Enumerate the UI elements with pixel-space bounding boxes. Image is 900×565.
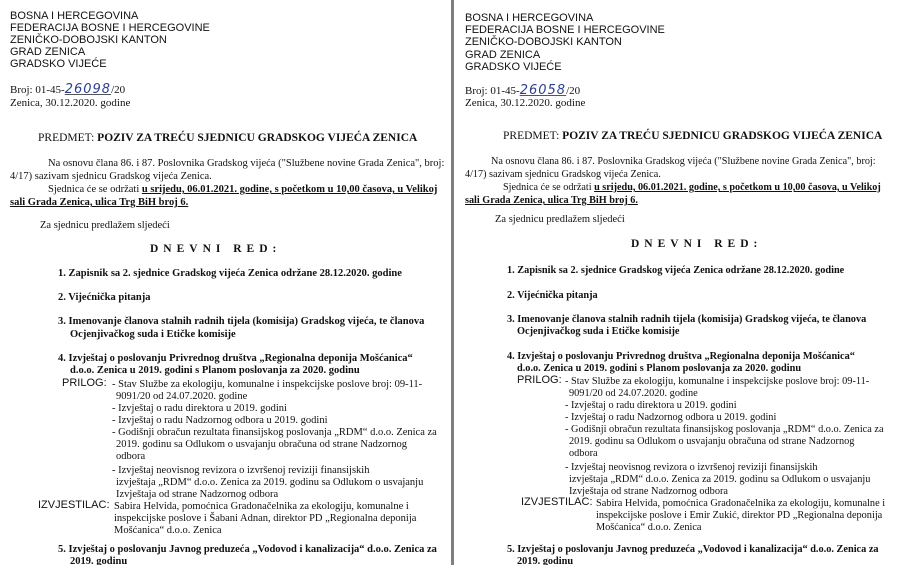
attachment-4-cont2: odbora: [116, 451, 146, 462]
attachment-3: - Izvještaj o radu Nadzornog odbora u 2019. godini: [565, 412, 777, 423]
document-right: [455, 0, 900, 565]
agenda-item-1: 1. Zapisnik sa 2. sjednice Gradskog vijeća Zenica održane 28.12.2020. godine: [58, 268, 402, 279]
attachment-1-cont: 9091/20 od 24.07.2020. godine: [569, 388, 698, 399]
attachment-2: - Izvještaj o radu direktora u 2019. godini: [565, 400, 737, 411]
agenda-heading: DNEVNI RED:: [150, 243, 282, 255]
agenda-item-5: 5. Izvještaj o poslovanju Javnog preduzeća „Vodovod i kanalizacija“ d.o.o. Zenica za: [58, 544, 437, 555]
rapporteur-line-1: Sabira Helvida, pomoćnica Gradonačelnika za ekologiju, komunalne i: [114, 501, 409, 512]
agenda-item-4-cont: d.o.o. Zenica u 2019. godini s Planom poslovanja za 2020. godinu: [70, 365, 360, 376]
header-line-1: BOSNA I HERCEGOVINA: [10, 10, 139, 22]
agenda-item-2: 2. Vijećnička pitanja: [507, 290, 598, 301]
handwritten-number: 26098: [64, 82, 112, 97]
agenda-item-3: 3. Imenovanje članova stalnih radnih tijela (komisija) Gradskog vijeća, te članova: [507, 314, 867, 325]
attachment-4-cont2: odbora: [569, 448, 598, 459]
agenda-item-1: 1. Zapisnik sa 2. sjednice Gradskog vijeća Zenica održane 28.12.2020. godine: [507, 265, 845, 276]
reference-number: Broj: 01-45-26058/20: [465, 83, 581, 98]
attachment-label: PRILOG:: [62, 377, 107, 389]
agenda-heading: DNEVNI RED:: [631, 238, 763, 250]
handwritten-number: 26058: [519, 83, 567, 98]
agenda-item-4: 4. Izvještaj o poslovanju Privrednog društva „Regionalna deponija Mošćanica“: [58, 353, 413, 364]
rapporteur-line-2: inspekcijske poslove i Šabani Adnan, direktor PD „Regionalna deponija: [114, 513, 417, 524]
proposal-line: Za sjednicu predlažem sljedeći: [40, 220, 170, 231]
attachment-1: - Stav Službe za ekologiju, komunalne i inspekcijske poslove broj: 09-11-: [112, 379, 423, 390]
agenda-item-5: 5. Izvještaj o poslovanju Javnog preduzeća „Vodovod i kanalizacija“ d.o.o. Zenica za: [507, 544, 879, 555]
attachment-5-cont2: Izvještaja od strane Nadzornog odbora: [569, 486, 728, 497]
intro-line-1: Na osnovu člana 86. i 87. Poslovnika Gradskog vijeća ("Službene novine Grada Zenica", broj:: [48, 158, 445, 169]
attachment-4-cont: 2019. godinu sa Odlukom o usvajanju obračuna od strane Nadzornog: [569, 436, 855, 447]
header-line-4: GRAD ZENICA: [465, 49, 541, 61]
attachment-5-cont: izvještaja „RDM“ d.o.o. Zenica za 2019. godinu sa Odlukom o usvajanju: [569, 474, 871, 485]
agenda-item-4: 4. Izvještaj o poslovanju Privrednog društva „Regionalna deponija Mošćanica“: [507, 351, 855, 362]
rapporteur-label: IZVJESTILAC:: [38, 499, 110, 511]
agenda-item-3-cont: Ocjenjivačkog suda i Etičke komisije: [517, 326, 680, 337]
session-line-2: sali Grada Zenica, ulica Trg BiH broj 6.: [10, 197, 189, 208]
date-line: Zenica, 30.12.2020. godine: [10, 97, 131, 109]
attachment-5: - Izvještaj neovisnog revizora o izvršenoj reviziji finansijskih: [565, 462, 818, 473]
intro-line-2: 4/17) sazivam sjednicu Gradskog vijeća Zenica.: [465, 169, 661, 180]
header-line-1: BOSNA I HERCEGOVINA: [465, 12, 594, 24]
rapporteur-line-2: inspekcijske poslove i Emir Zukić, direktor PD „Regionalna deponija: [596, 510, 883, 521]
header-line-3: ZENIČKO-DOBOJSKI KANTON: [465, 36, 622, 48]
attachment-5: - Izvještaj neovisnog revizora o izvršenoj reviziji finansijskih: [112, 465, 370, 476]
agenda-item-4-cont: d.o.o. Zenica u 2019. godini s Planom poslovanja za 2020. godinu: [517, 363, 802, 374]
header-line-4: GRAD ZENICA: [10, 46, 86, 58]
rapporteur-label: IZVJESTILAC:: [521, 496, 593, 508]
reference-number: Broj: 01-45-26098/20: [10, 82, 126, 97]
session-line-1: Sjednica će se održati u srijedu, 06.01.2021. godine, s početkom u 10,00 časova, u Velikoj: [503, 182, 881, 193]
attachment-4: - Godišnji obračun rezultata finansijskog poslovanja „RDM“ d.o.o. Zenica za: [112, 427, 437, 438]
agenda-item-2: 2. Vijećnička pitanja: [58, 292, 151, 303]
attachment-5-cont2: Izvještaja od strane Nadzornog odbora: [116, 489, 279, 500]
attachment-5-cont: izvještaja „RDM“ d.o.o. Zenica za 2019. godinu sa Odlukom o usvajanju: [116, 477, 424, 488]
intro-line-2: 4/17) sazivam sjednicu Gradskog vijeća Zenica.: [10, 171, 212, 182]
attachment-4: - Godišnji obračun rezultata finansijskog poslovanja „RDM“ d.o.o. Zenica za: [565, 424, 884, 435]
attachment-1-cont: 9091/20 od 24.07.2020. godine: [116, 391, 248, 402]
attachment-4-cont: 2019. godinu sa Odlukom o usvajanju obračuna od strane Nadzornog: [116, 439, 408, 450]
agenda-item-3-cont: Ocjenjivačkog suda i Etičke komisije: [70, 329, 236, 340]
attachment-label: PRILOG:: [517, 374, 562, 386]
attachment-2: - Izvještaj o radu direktora u 2019. godini: [112, 403, 287, 414]
subject-line: PREDMET: POZIV ZA TREĆU SJEDNICU GRADSKOG VIJEĆA ZENICA: [503, 130, 883, 142]
header-line-2: FEDERACIJA BOSNE I HERCEGOVINE: [465, 24, 665, 36]
date-line: Zenica, 30.12.2020. godine: [465, 97, 586, 109]
attachment-1: - Stav Službe za ekologiju, komunalne i inspekcijske poslove broj: 09-11-: [565, 376, 870, 387]
proposal-line: Za sjednicu predlažem sljedeći: [495, 214, 625, 225]
session-line-2: sali Grada Zenica, ulica Trg BiH broj 6.: [465, 195, 638, 206]
header-line-5: GRADSKO VIJEĆE: [465, 61, 562, 73]
agenda-item-5-cont: 2019. godinu: [517, 556, 574, 565]
header-line-5: GRADSKO VIJEĆE: [10, 58, 107, 70]
rapporteur-line-3: Mošćanica“ d.o.o. Zenica: [596, 522, 702, 533]
header-line-3: ZENIČKO-DOBOJSKI KANTON: [10, 34, 167, 46]
agenda-item-3: 3. Imenovanje članova stalnih radnih tijela (komisija) Gradskog vijeća, te članova: [58, 316, 425, 327]
agenda-item-5-cont: 2019. godinu: [70, 556, 128, 565]
rapporteur-line-1: Sabira Helvida, pomoćnica Gradonačelnika za ekologiju, komunalne i: [596, 498, 886, 509]
intro-line-1: Na osnovu člana 86. i 87. Poslovnika Gradskog vijeća ("Službene novine Grada Zenica", broj:: [491, 156, 876, 167]
page-divider: [451, 0, 454, 565]
attachment-3: - Izvještaj o radu Nadzornog odbora u 2019. godini: [112, 415, 328, 426]
session-line-1: Sjednica će se održati u srijedu, 06.01.2021. godine, s početkom u 10,00 časova, u Velikoj: [48, 184, 438, 195]
rapporteur-line-3: Mošćanica“ d.o.o. Zenica: [114, 525, 222, 536]
subject-line: PREDMET: POZIV ZA TREĆU SJEDNICU GRADSKOG VIJEĆA ZENICA: [38, 132, 418, 144]
header-line-2: FEDERACIJA BOSNE I HERCEGOVINE: [10, 22, 210, 34]
